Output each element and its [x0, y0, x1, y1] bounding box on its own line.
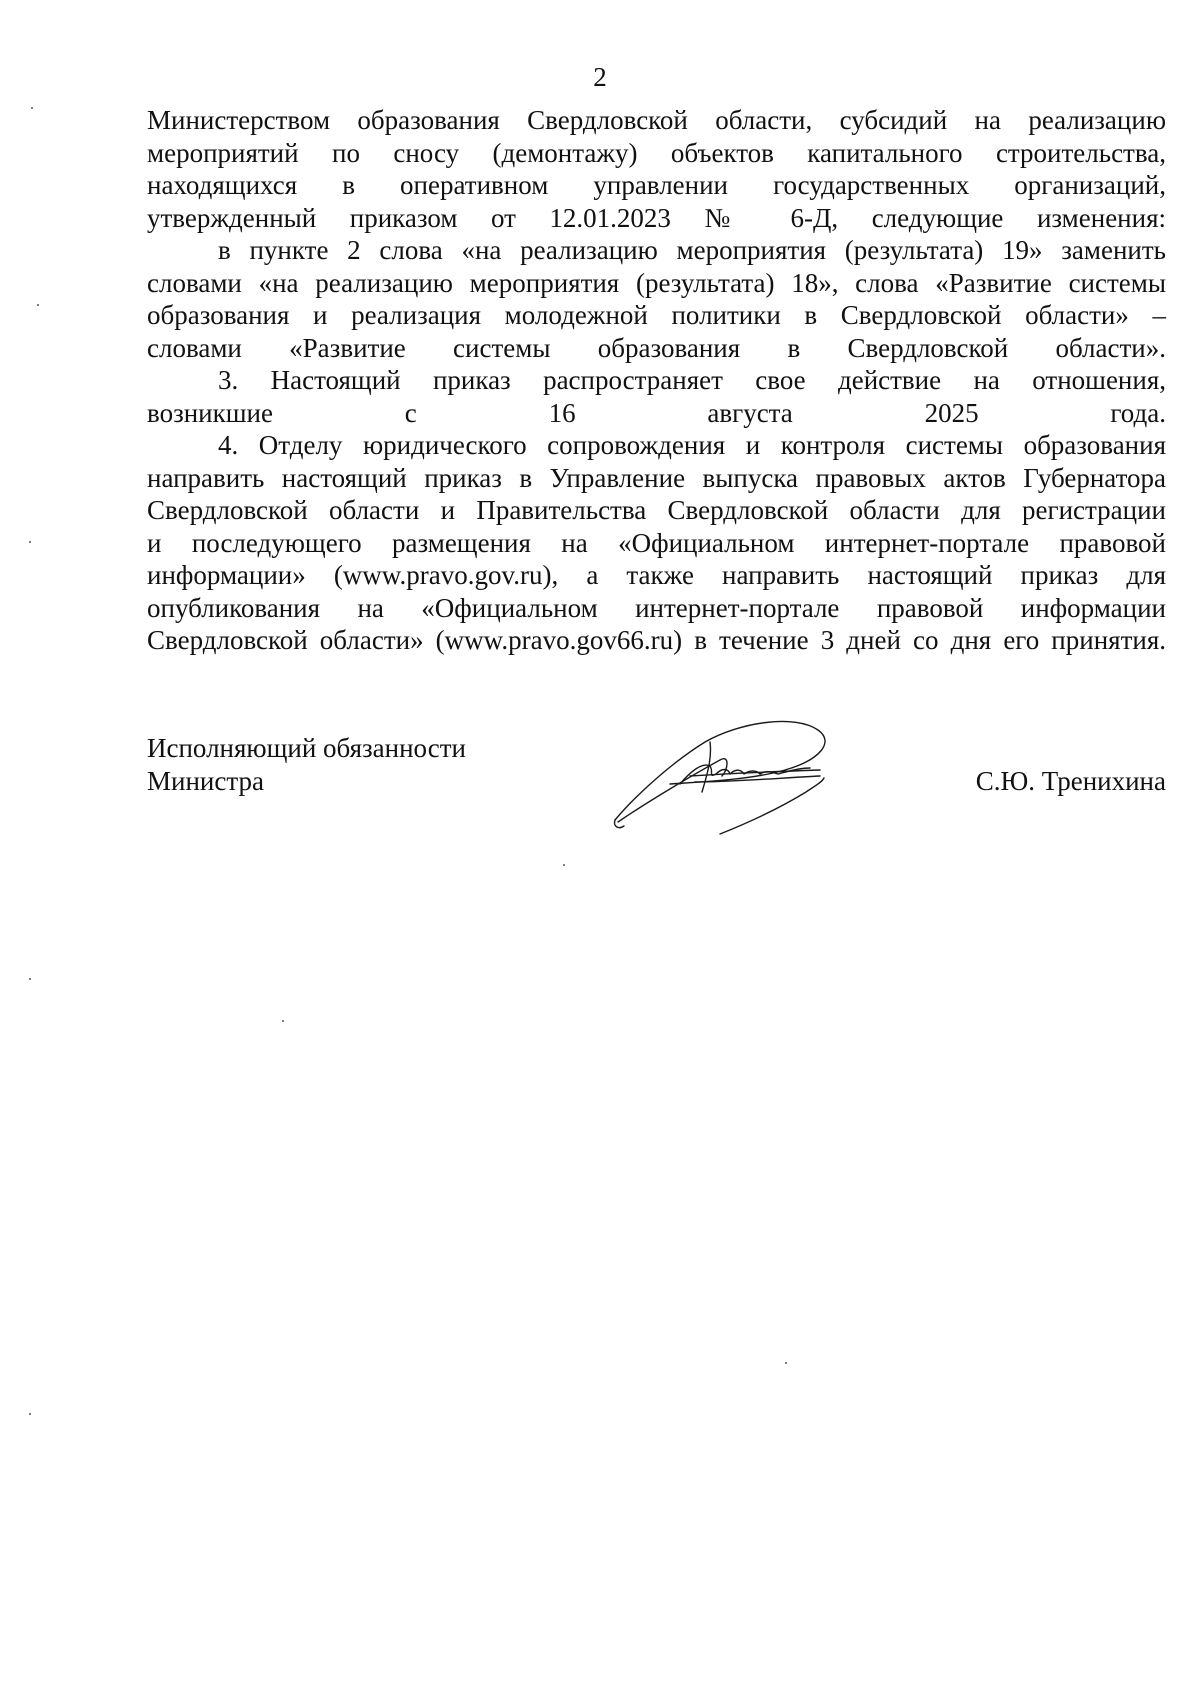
scan-speck	[29, 978, 31, 980]
page-number: 2	[593, 62, 607, 92]
body-text-line: словами «на реализацию мероприятия (результата) 18», слова «Развитие системы	[147, 267, 1166, 298]
body-text-line: в пункте 2 слова «на реализацию мероприятия (результата) 19» заменить	[218, 235, 1166, 265]
signer-position	[147, 732, 466, 797]
body-text-line: информации» (www.pravo.gov.ru), а также направить настоящий приказ для	[147, 560, 1166, 590]
scan-speck	[29, 1413, 31, 1415]
scan-speck	[29, 541, 31, 543]
body-text-line: 4. Отделу юридического сопровождения и контроля системы образования	[218, 430, 1166, 460]
body-text-line: направить настоящий приказ в Управление выпуска правовых актов Губернатора	[147, 462, 1166, 493]
body-text-line: Министерством образования Свердловской области, субсидий на реализацию	[147, 105, 1166, 135]
signer-name: С.Ю. Тренихина	[975, 765, 1166, 796]
scan-speck	[282, 1020, 284, 1022]
body-text-line: образования и реализация молодежной политики в Свердловской области» –	[147, 300, 1166, 330]
body-text-line: словами «Развитие системы образования в Свердловской области».	[147, 332, 1166, 363]
body-text-line: утвержденный приказом от 12.01.2023 № 6-Д, следующие изменения:	[147, 202, 1166, 233]
scan-speck	[37, 304, 39, 306]
document-body	[147, 104, 1166, 657]
signature-block	[147, 732, 1166, 872]
body-text-line: 3. Настоящий приказ распространяет свое действие на отношения,	[218, 365, 1166, 395]
body-text-line: Свердловской области и Правительства Свердловской области для регистрации	[147, 495, 1166, 525]
scan-speck	[785, 1362, 787, 1364]
signer-position-line-2: Министра	[147, 765, 264, 796]
handwritten-signature	[610, 712, 840, 837]
body-text-line: возникшие с 16 августа 2025 года.	[147, 397, 1166, 428]
scan-speck	[563, 864, 565, 866]
body-text-line: опубликования на «Официальном интернет-портале правовой информации	[147, 592, 1166, 623]
signer-position-line-1: Исполняющий обязанности	[147, 733, 466, 763]
body-text-line: находящихся в оперативном управлении государственных организаций,	[147, 170, 1166, 200]
scan-speck	[31, 107, 33, 109]
body-text-line: и последующего размещения на «Официальном интернет-портале правовой	[147, 527, 1166, 558]
body-text-line: Свердловской области» (www.pravo.gov66.ru) в течение 3 дней со дня его принятия.	[147, 625, 1166, 655]
body-text-line: мероприятий по сносу (демонтажу) объектов капитального строительства,	[147, 137, 1166, 168]
